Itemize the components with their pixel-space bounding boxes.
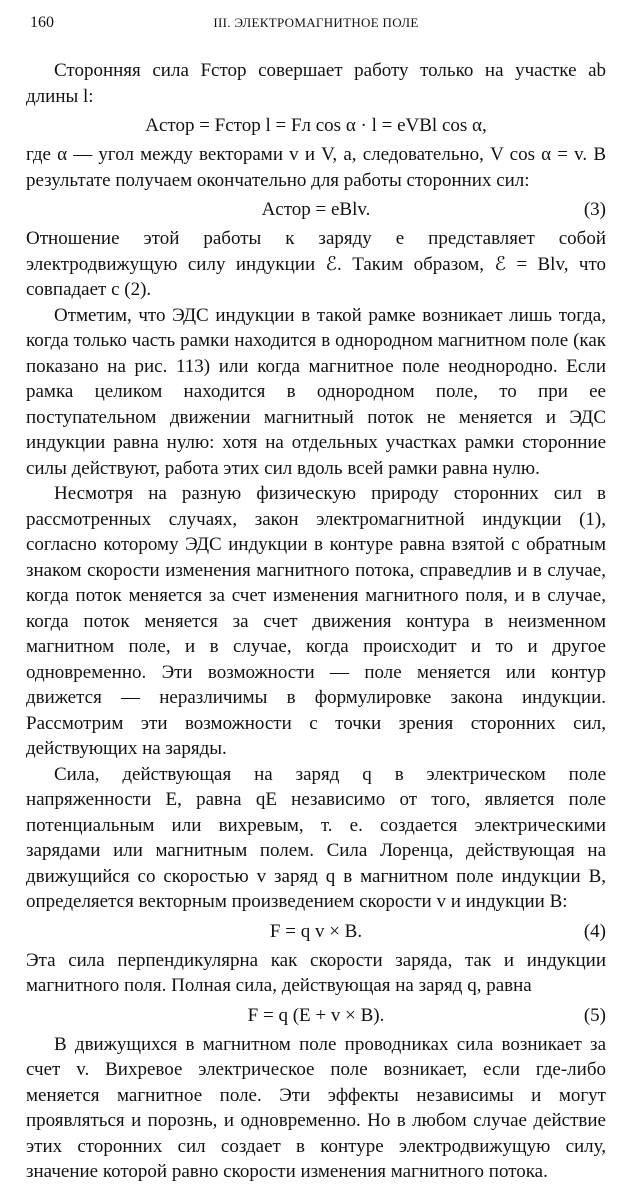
equation-5 — [26, 999, 606, 1032]
paragraph-7: Эта сила перпендикулярна как скорости заряда, так и индукции магнитного поля. Полная сила, действующая на заряд q, равна — [26, 949, 606, 996]
paragraph-8: В движущихся в магнитном поле проводниках сила возникает за счет v. Вихревое электрическое поле возникает, если где-либо меняется магнитное поле. Эти эффекты независимы и могут проявляться и порознь, и одновременно. Но в любом случае действие этих сторонних сил создает в контуре электродвижущую силу, значение которой равно скорости изменения магнитного потока. — [26, 1033, 606, 1182]
equation-3-text: Aстор = eBlv. — [261, 199, 371, 220]
paragraph-4: Отметим, что ЭДС индукции в такой рамке возникает лишь тогда, когда только часть рамки находится в однородном магнитном поле (как показано на рис. 113) или когда магнитное поле неоднородно. Если рамка целиком находится в однородном поле, то при ее поступательном движении магнитный поток не меняется и ЭДС индукции равна нулю: хотя на отдельных участках рамки сторонние силы действуют, работа этих сил вдоль всей рамки равна нулю. — [26, 304, 606, 479]
equation-4-text: F = q v × B. — [269, 920, 363, 942]
equation-4-number: (4) — [583, 920, 606, 942]
page-header — [26, 0, 606, 58]
paragraph-1: Сторонняя сила Fстор совершает работу только на участке ab длины l: — [26, 60, 606, 107]
paragraph-2: где α — угол между векторами v и V, а, следовательно, V cos α = v. В результате получаем окончательно для работы сторонних сил: — [26, 144, 606, 191]
equation-3 — [26, 193, 606, 226]
paragraph-3: Отношение этой работы к заряду e представляет собой электродвижущую силу индукции ℰ. Таким образом, ℰ = Blv, что совпадает с (2). — [26, 228, 606, 300]
running-head: III. ЭЛЕКТРОМАГНИТНОЕ ПОЛЕ — [213, 15, 419, 30]
paragraph-6: Сила, действующая на заряд q в электрическом поле напряженности E, равна qE независимо от того, является поле потенциальным или вихревым, т. е. создается электрическими зарядами или магнитным полем. Сила Лоренца, действующая на движущийся со скоростью v заряд q в магнитном поле индукции B, определяется векторным произведением скорости v и индукции B: — [26, 763, 606, 912]
paragraph-5: Несмотря на разную физическую природу сторонних сил в рассмотренных случаях, закон электромагнитной индукции (1), согласно которому ЭДС индукции в контуре равна взятой с обратным знаком скорости изменения магнитного потока, справедлив и в случае, когда поток меняется за счет изменения магнитного поля, и в случае, когда поток меняется за счет движения контура в неизменном магнитном поле, и в случае, когда происходит и то и другое одновременно. Эти возможности — поле меняется или контур движется — неразличимы в формулировке закона индукции. Рассмотрим эти возможности с точки зрения сторонних сил, действующих на заряды. — [26, 483, 606, 759]
page-number: 160 — [30, 14, 54, 31]
equation-text: Aстор = Fстор l = Fл cos α · l = eVBl cos α, — [145, 115, 487, 136]
equation-work-foreign-force — [26, 109, 606, 142]
equation-5-number: (5) — [583, 1004, 606, 1026]
book-page — [26, 0, 606, 1185]
equation-3-number: (3) — [583, 199, 606, 220]
equation-4 — [26, 915, 606, 948]
equation-5-text: F = q (E + v × B). — [247, 1004, 385, 1026]
